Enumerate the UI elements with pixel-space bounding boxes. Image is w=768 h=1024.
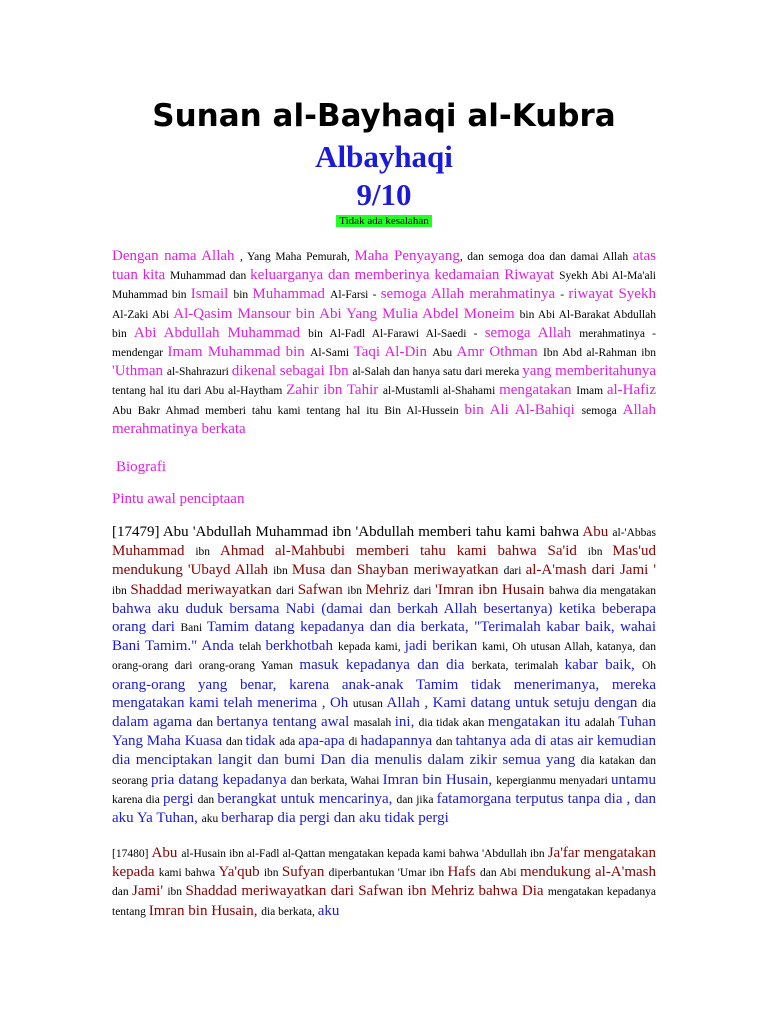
text-run: ibn xyxy=(587,546,613,559)
text-run: hadapannya xyxy=(360,733,436,750)
text-run: ibn xyxy=(347,584,366,597)
intro-paragraph xyxy=(112,247,656,438)
text-run: semoga xyxy=(581,404,623,417)
text-run: jadi berikan xyxy=(404,638,483,655)
text-run: fatamorgana terputus tanpa dia , dan aku Ya Tuhan, xyxy=(112,790,656,827)
text-run: untamu xyxy=(611,771,657,788)
text-run: Al-Qasim Mansour bin Abi Yang Mulia Abdel Moneim xyxy=(173,305,520,322)
author-name: Albayhaqi xyxy=(315,139,453,174)
text-run: orang-orang yang benar, karena anak-anak Tamim tidak menerimanya, mereka mengatakan kami telah menerima , Oh xyxy=(112,676,656,711)
text-run: dari xyxy=(413,584,436,597)
text-run: ibn xyxy=(167,886,186,899)
text-run: atas tuan kita xyxy=(112,248,656,284)
text-run: Al-Farsi - xyxy=(330,289,381,302)
text-run: Ismail xyxy=(190,286,234,303)
text-run: ibn xyxy=(112,584,131,597)
text-run: dikenal sebagai Ibn xyxy=(231,363,353,380)
text-run: dan xyxy=(112,886,133,899)
text-run: karena dia xyxy=(112,793,163,806)
text-run: berkata, terimalah xyxy=(471,660,565,673)
text-run: tentang xyxy=(112,905,149,918)
text-run: al-Husain ibn al-Fadl al-Qattan mengatakan kepada kami bahwa 'Abdullah ibn xyxy=(181,848,548,860)
text-run: al-'Abbas xyxy=(612,527,656,539)
text-run: bin Al-Fadl Al-Farawi Al-Saedi - xyxy=(308,327,485,340)
text-run: Sufyan xyxy=(281,864,329,881)
text-run: Ja'far mengatakan kepada xyxy=(112,845,656,881)
text-run: Bani xyxy=(180,622,207,635)
text-run: dalam agama xyxy=(112,714,197,731)
text-run: aku xyxy=(201,813,222,826)
text-run: semoga Allah merahmatinya xyxy=(380,286,561,303)
text-run: dari xyxy=(276,584,298,597)
text-run: Al-Zaki Abi xyxy=(112,308,174,321)
text-run: dan xyxy=(226,736,246,749)
text-run: Safwan xyxy=(297,581,348,598)
text-run: [17480] xyxy=(112,848,152,860)
text-run: masuk kepadanya dan dia xyxy=(299,657,472,674)
heading-pintu-awal: Pintu awal penciptaan xyxy=(112,491,245,507)
text-run: Ya'qub xyxy=(218,864,264,881)
text-run: merahmatinya - mendengar xyxy=(112,327,656,360)
text-run: Abu Bakr Ahmad memberi tahu kami tentang hal itu xyxy=(112,404,385,417)
text-run: ibn xyxy=(195,546,221,559)
text-run: kepada kami, xyxy=(337,641,405,654)
text-run: Jami' xyxy=(132,883,168,900)
text-run: , Yang Maha Pemurah, xyxy=(239,251,355,263)
text-run: Imam Muhammad bin xyxy=(167,344,311,361)
text-run: kabar baik, xyxy=(564,657,642,674)
text-run: utusan xyxy=(352,697,387,710)
text-run: kami, Oh utusan Allah, katanya, dan orang-orang dari orang-orang Yaman xyxy=(112,641,657,673)
text-run: Mehriz xyxy=(365,581,414,598)
text-run: Taqi Al-Din xyxy=(353,344,433,361)
text-run: al-Salah dan hanya satu dari mereka xyxy=(352,366,523,379)
text-run: Abu xyxy=(432,347,457,360)
text-run: dia katakan dan seorang xyxy=(112,755,656,787)
text-run: dan Abi xyxy=(480,867,520,880)
text-run: Syekh Abi Al-Ma'ali Muhammad bin xyxy=(112,270,656,302)
heading-biografi: Biografi xyxy=(116,459,166,475)
text-run: dan berkata, Wahai xyxy=(290,774,383,787)
text-run: Bin Al-Hussein xyxy=(384,404,465,417)
text-run: bahwa aku duduk bersama Nabi (damai dan berkah Allah besertanya) ketika beberapa orang dari xyxy=(112,600,656,636)
text-run: Allah merahmatinya berkata xyxy=(112,401,656,437)
text-run: 'Uthman xyxy=(112,363,167,380)
text-run: bin Ali Al-Bahiqi xyxy=(464,401,582,418)
text-run: Ibn Abd al-Rahman ibn xyxy=(543,347,656,360)
text-run: al-Hafiz xyxy=(606,382,656,399)
text-run: diperbantukan 'Umar ibn xyxy=(328,867,448,880)
text-run: Hafs xyxy=(447,864,480,881)
text-run: Shaddad meriwayatkan xyxy=(130,581,277,598)
text-run: Imran bin Husain, xyxy=(382,771,497,788)
text-run: Shaddad meriwayatkan dari Safwan ibn Mehriz bahwa Dia xyxy=(185,883,548,900)
text-run: Oh xyxy=(641,660,657,673)
text-run: tahtanya ada di atas air kemudian dia menciptakan langit dan bumi Dan dia menulis dalam zikir semua yang xyxy=(112,733,656,769)
text-run: 'Imran ibn Husain xyxy=(435,581,549,598)
text-run: berharap dia pergi dan aku tidak pergi xyxy=(221,810,449,827)
text-run: tidak xyxy=(245,733,280,750)
text-run: masalah xyxy=(353,717,395,730)
text-run: bahwa dia mengatakan xyxy=(549,584,656,597)
text-run: yang memberitahunya xyxy=(522,363,656,380)
text-run: al-Shahrazuri xyxy=(166,366,232,379)
status-badge-wrap xyxy=(0,211,768,229)
text-run: mengatakan itu xyxy=(487,714,585,731)
text-run: tentang hal itu dari Abu al-Haytham xyxy=(112,385,287,398)
text-run: dan xyxy=(196,717,217,730)
text-run: bin xyxy=(233,289,253,302)
text-run: Maha Penyayang xyxy=(354,248,460,264)
text-run: dan xyxy=(197,793,218,806)
text-run: apa-apa xyxy=(298,733,349,750)
text-run: dia xyxy=(641,697,656,710)
text-run: Muhammad xyxy=(112,543,196,560)
text-run: ini, xyxy=(394,714,419,731)
text-run: Imam xyxy=(576,385,607,398)
text-run: Al-Sami xyxy=(310,347,354,360)
text-run: dan xyxy=(435,736,456,749)
text-run: Imran bin Husain, xyxy=(148,902,262,919)
text-run: kepergianmu menyadari xyxy=(496,774,612,787)
text-run: Mas'ud mendukung 'Ubayd Allah xyxy=(112,543,656,579)
text-run: Abu xyxy=(151,845,182,861)
text-run: semoga Allah xyxy=(484,324,580,341)
text-run: al-A'mash dari Jami ' xyxy=(525,562,657,579)
book-title: Sunan al-Bayhaqi al-Kubra xyxy=(152,98,616,134)
hadith-17480-paragraph xyxy=(112,844,656,921)
text-run: ada xyxy=(279,736,299,749)
text-run: mengatakan kepadanya xyxy=(547,886,656,899)
text-run: Abi Abdullah Muhammad xyxy=(133,324,309,341)
text-run: pria datang kepadanya xyxy=(151,771,291,788)
text-run: - xyxy=(560,289,569,302)
hadith-17479-paragraph xyxy=(112,523,656,828)
text-run: ibn xyxy=(273,565,292,578)
text-run: Amr Othman xyxy=(456,344,543,361)
status-badge: Tidak ada kesalahan xyxy=(336,215,431,227)
text-run: al-Mustamli al-Shahami xyxy=(382,385,500,398)
text-run: mengatakan xyxy=(499,382,577,399)
text-run: mendukung al-A'mash xyxy=(519,864,657,881)
text-run: ibn xyxy=(263,867,282,880)
text-run: pergi xyxy=(163,790,198,807)
text-run: riwayat Syekh xyxy=(568,286,656,303)
text-run: adalah xyxy=(584,717,619,730)
text-run: bahwa Sa'id xyxy=(497,543,588,560)
text-run: aku xyxy=(317,902,340,919)
text-run: Tuhan Yang Maha Kuasa xyxy=(112,714,656,750)
volume-number: 9/10 xyxy=(356,177,412,212)
text-run: Musa dan Shayban meriwayatkan xyxy=(291,562,504,579)
text-run: berangkat untuk mencarinya, xyxy=(217,790,397,807)
text-run: dari xyxy=(503,565,526,578)
text-run: dia tidak akan xyxy=(418,717,488,730)
text-run: Tamim datang kepadanya dan dia berkata, "Terimalah kabar baik, wahai Bani Tamim." Anda xyxy=(112,619,656,655)
text-run: Muhammad xyxy=(252,286,331,303)
text-run: [17479] Abu 'Abdullah Muhammad ibn 'Abdullah memberi tahu kami bahwa xyxy=(112,524,583,540)
text-run: Zahir ibn Tahir xyxy=(286,382,383,399)
text-run: Abu xyxy=(582,524,613,540)
text-run: berkhotbah xyxy=(265,638,338,655)
text-run: Allah , Kami datang untuk setuju dengan xyxy=(386,694,642,711)
text-run: Muhammad dan xyxy=(170,270,251,283)
text-run: telah xyxy=(238,641,266,654)
text-run: di xyxy=(348,736,361,749)
text-run: bertanya tentang awal xyxy=(216,714,354,731)
text-run: , dan semoga doa dan damai Allah xyxy=(459,251,633,263)
text-run: dan jika xyxy=(396,793,437,806)
text-run: Ahmad al-Mahbubi memberi tahu kami xyxy=(220,543,498,560)
text-run: bin Abi Al-Barakat Abdullah bin xyxy=(112,308,656,340)
text-run: keluarganya dan memberinya kedamaian Riwayat xyxy=(250,267,560,284)
text-run: dia berkata, xyxy=(261,905,318,918)
text-run: Dengan nama Allah xyxy=(112,248,240,264)
text-run: kami bahwa xyxy=(158,867,219,880)
